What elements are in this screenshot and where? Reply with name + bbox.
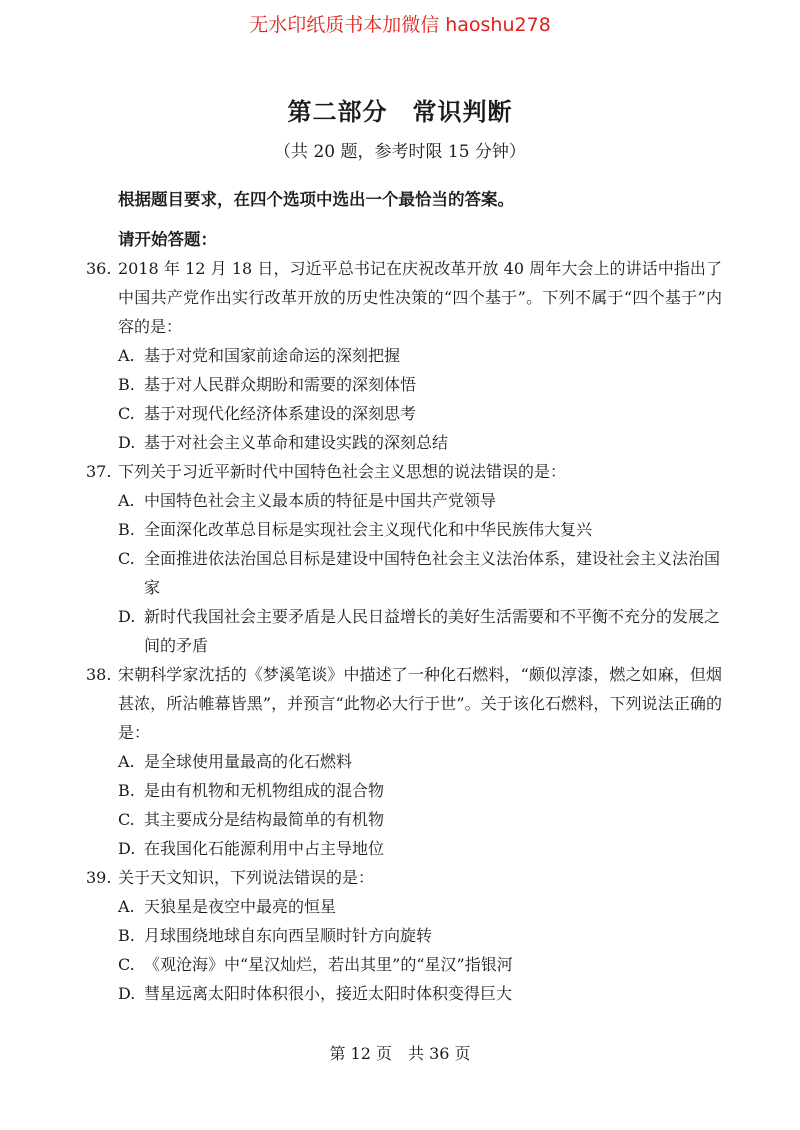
option-c <box>118 399 722 428</box>
option-label: A. <box>118 897 135 916</box>
option-label: C. <box>118 404 135 423</box>
question-36 <box>0 254 800 457</box>
page-number: 第 12 页 共 36 页 <box>329 1044 471 1063</box>
question-37 <box>0 457 800 660</box>
option-text: 天狼星是夜空中最亮的恒星 <box>144 897 337 916</box>
option-d <box>118 428 722 457</box>
option-label: A. <box>118 752 135 771</box>
option-text: 《观沧海》中“星汉灿烂，若出其里”的“星汉”指银河 <box>144 955 513 974</box>
option-c <box>118 544 722 602</box>
option-label: D. <box>118 984 136 1003</box>
option-text: 在我国化石能源利用中占主导地位 <box>144 839 385 858</box>
option-label: C. <box>118 549 135 568</box>
option-text: 是由有机物和无机物组成的混合物 <box>144 781 385 800</box>
option-a <box>118 892 722 921</box>
option-b <box>118 515 722 544</box>
question-list <box>0 254 800 1008</box>
option-text: 全面深化改革总目标是实现社会主义现代化和中华民族伟大复兴 <box>144 520 593 539</box>
option-a <box>118 486 722 515</box>
option-b <box>118 370 722 399</box>
option-text: 是全球使用量最高的化石燃料 <box>144 752 353 771</box>
question-stem: 2018 年 12 月 18 日，习近平总书记在庆祝改革开放 40 周年大会上的讲话中指出了中国共产党作出实行改革开放的历史性决策的“四个基于”。下列不属于“四个基于”内容的是： <box>118 259 722 336</box>
question-38 <box>0 660 800 863</box>
option-label: D. <box>118 839 136 858</box>
question-stem: 下列关于习近平新时代中国特色社会主义思想的说法错误的是： <box>118 462 567 481</box>
option-d <box>118 834 722 863</box>
watermark-text: 无水印纸质书本加微信 haoshu278 <box>249 14 551 36</box>
option-label: A. <box>118 491 135 510</box>
option-d <box>118 602 722 660</box>
option-text: 其主要成分是结构最简单的有机物 <box>144 810 385 829</box>
section-title: 第二部分 常识判断 <box>287 98 513 126</box>
option-a <box>118 747 722 776</box>
option-label: D. <box>118 607 136 626</box>
option-b <box>118 776 722 805</box>
option-label: B. <box>118 375 135 394</box>
section-subtitle: （共 20 题，参考时限 15 分钟） <box>274 142 526 162</box>
option-label: C. <box>118 955 135 974</box>
option-text: 新时代我国社会主要矛盾是人民日益增长的美好生活需要和不平衡不充分的发展之间的矛盾 <box>144 607 721 655</box>
option-label: B. <box>118 926 135 945</box>
option-c <box>118 950 722 979</box>
question-number: 38. <box>86 665 112 684</box>
option-text: 中国特色社会主义最本质的特征是中国共产党领导 <box>144 491 497 510</box>
option-b <box>118 921 722 950</box>
question-number: 39. <box>86 868 112 887</box>
option-text: 彗星远离太阳时体积很小，接近太阳时体积变得巨大 <box>144 984 513 1003</box>
option-text: 基于对现代化经济体系建设的深刻思考 <box>144 404 417 423</box>
question-stem: 宋朝科学家沈括的《梦溪笔谈》中描述了一种化石燃料，“颇似淳漆，燃之如麻，但烟甚浓，所沾帷幕皆黑”，并预言“此物必大行于世”。关于该化石燃料，下列说法正确的是： <box>118 665 722 742</box>
option-a <box>118 341 722 370</box>
option-label: C. <box>118 810 135 829</box>
option-text: 基于对人民群众期盼和需要的深刻体悟 <box>144 375 417 394</box>
instruction-start: 请开始答题： <box>118 230 217 249</box>
question-39 <box>0 863 800 1008</box>
question-number: 37. <box>86 462 112 481</box>
option-label: B. <box>118 781 135 800</box>
option-text: 基于对社会主义革命和建设实践的深刻总结 <box>144 433 449 452</box>
option-d <box>118 979 722 1008</box>
instruction-line: 根据题目要求，在四个选项中选出一个最恰当的答案。 <box>118 190 514 209</box>
question-stem: 关于天文知识，下列说法错误的是： <box>118 868 375 887</box>
option-label: D. <box>118 433 136 452</box>
option-c <box>118 805 722 834</box>
option-label: A. <box>118 346 135 365</box>
option-text: 全面推进依法治国总目标是建设中国特色社会主义法治体系，建设社会主义法治国家 <box>144 549 721 597</box>
question-number: 36. <box>86 259 112 278</box>
option-text: 基于对党和国家前途命运的深刻把握 <box>144 346 401 365</box>
option-text: 月球围绕地球自东向西呈顺时针方向旋转 <box>144 926 433 945</box>
option-label: B. <box>118 520 135 539</box>
